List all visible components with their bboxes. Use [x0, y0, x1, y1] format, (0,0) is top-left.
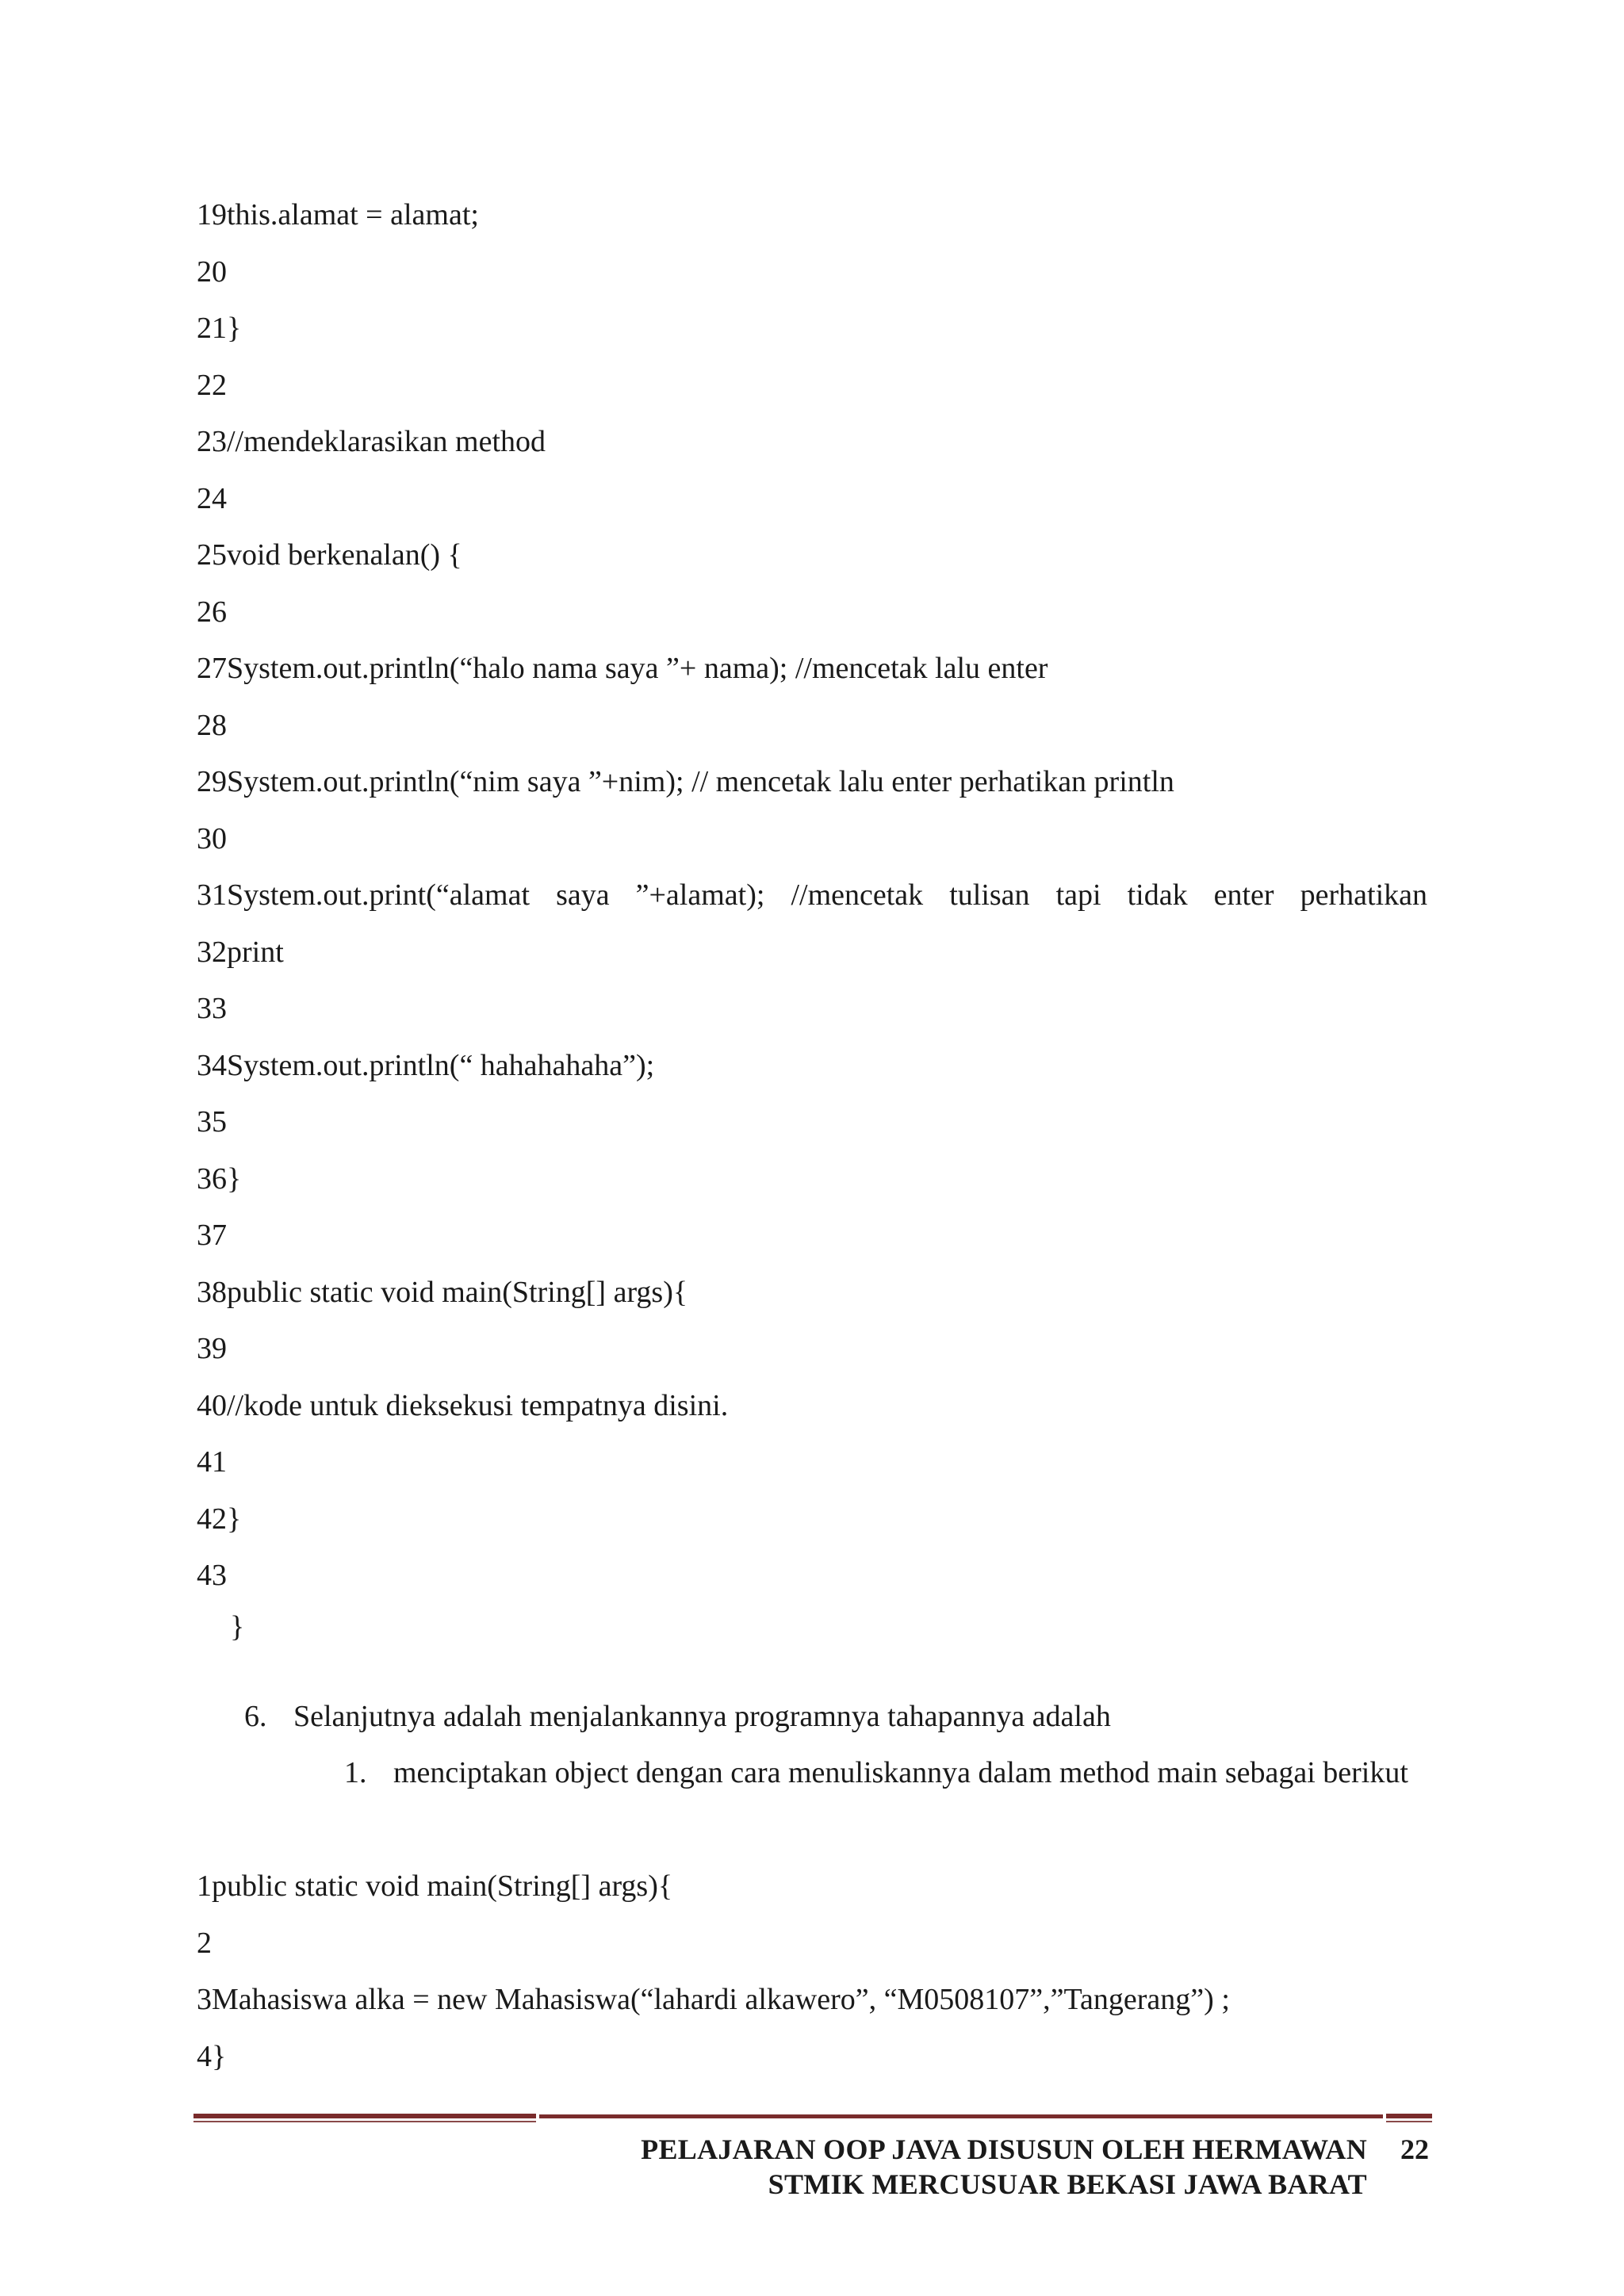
code-line-20: 20	[197, 254, 227, 289]
substep-1	[344, 1745, 1429, 1802]
code-line-38: 38public static void main(String[] args){	[197, 1275, 688, 1309]
main-code-line-4: 4}	[197, 2039, 227, 2073]
code-line-28: 28	[197, 708, 227, 742]
code-line-34: 34System.out.println(“ hahahahaha”);	[197, 1048, 655, 1082]
code-line-27: 27System.out.println(“halo nama saya ”+ nama); //mencetak lalu enter	[197, 652, 1048, 685]
code-line-40: 40//kode untuk dieksekusi tempatnya disini.	[197, 1388, 729, 1422]
substep-1-number: 1.	[344, 1756, 367, 1789]
footer-rule-left	[193, 2114, 536, 2123]
footer-line-1: PELAJARAN OOP JAVA DISUSUN OLEH HERMAWAN	[641, 2133, 1367, 2165]
main-code-line-2: 2	[197, 1926, 212, 1960]
code-line-25: 25void berkenalan() {	[197, 538, 462, 572]
code-line-22: 22	[197, 368, 227, 402]
footer-rule-middle	[539, 2114, 1383, 2123]
step-6-text: Selanjutnya adalah menjalankannya programnya tahapannya adalah	[293, 1700, 1111, 1733]
code-listing	[197, 187, 1427, 1605]
code-listing-main	[197, 1858, 1427, 2085]
footer-line-2: STMIK MERCUSUAR BEKASI JAWA BARAT	[768, 2168, 1367, 2200]
code-line-30: 30	[197, 821, 227, 855]
main-code-line-3: 3Mahasiswa alka = new Mahasiswa(“lahardi alkawero”, “M0508107”,”Tangerang”) ;	[197, 1983, 1230, 2016]
code-line-42: 42}	[197, 1502, 242, 1536]
class-closing-brace: }	[230, 1610, 245, 1644]
step-6	[244, 1689, 1434, 1746]
main-code-line-1: 1public static void main(String[] args){	[197, 1869, 673, 1903]
code-line-41: 41	[197, 1445, 227, 1479]
code-line-37: 37	[197, 1219, 227, 1252]
code-line-26: 26	[197, 595, 227, 629]
step-6-number: 6.	[244, 1700, 267, 1733]
code-line-32: 32print	[197, 935, 284, 969]
footer-text	[641, 2132, 1367, 2202]
substep-1-text: menciptakan object dengan cara menuliskannya dalam method main sebagai berikut	[393, 1756, 1408, 1789]
code-line-24: 24	[197, 481, 227, 515]
code-line-21: 21}	[197, 312, 242, 345]
code-line-36: 36}	[197, 1161, 242, 1196]
code-line-39: 39	[197, 1332, 227, 1365]
code-line-43: 43	[197, 1559, 227, 1592]
code-line-19: 19this.alamat = alamat;	[197, 198, 479, 232]
code-line-23: 23//mendeklarasikan method	[197, 425, 546, 458]
code-line-33: 33	[197, 992, 227, 1025]
page-number: 22	[1400, 2133, 1429, 2165]
code-line-31: 31System.out.print(“alamat saya ”+alamat); //mencetak tulisan tapi tidak enter perhatikan	[197, 878, 1427, 912]
footer-rule-right	[1386, 2114, 1432, 2123]
code-line-29: 29System.out.println(“nim saya ”+nim); // mencetak lalu enter perhatikan println	[197, 765, 1174, 798]
code-line-35: 35	[197, 1105, 227, 1138]
